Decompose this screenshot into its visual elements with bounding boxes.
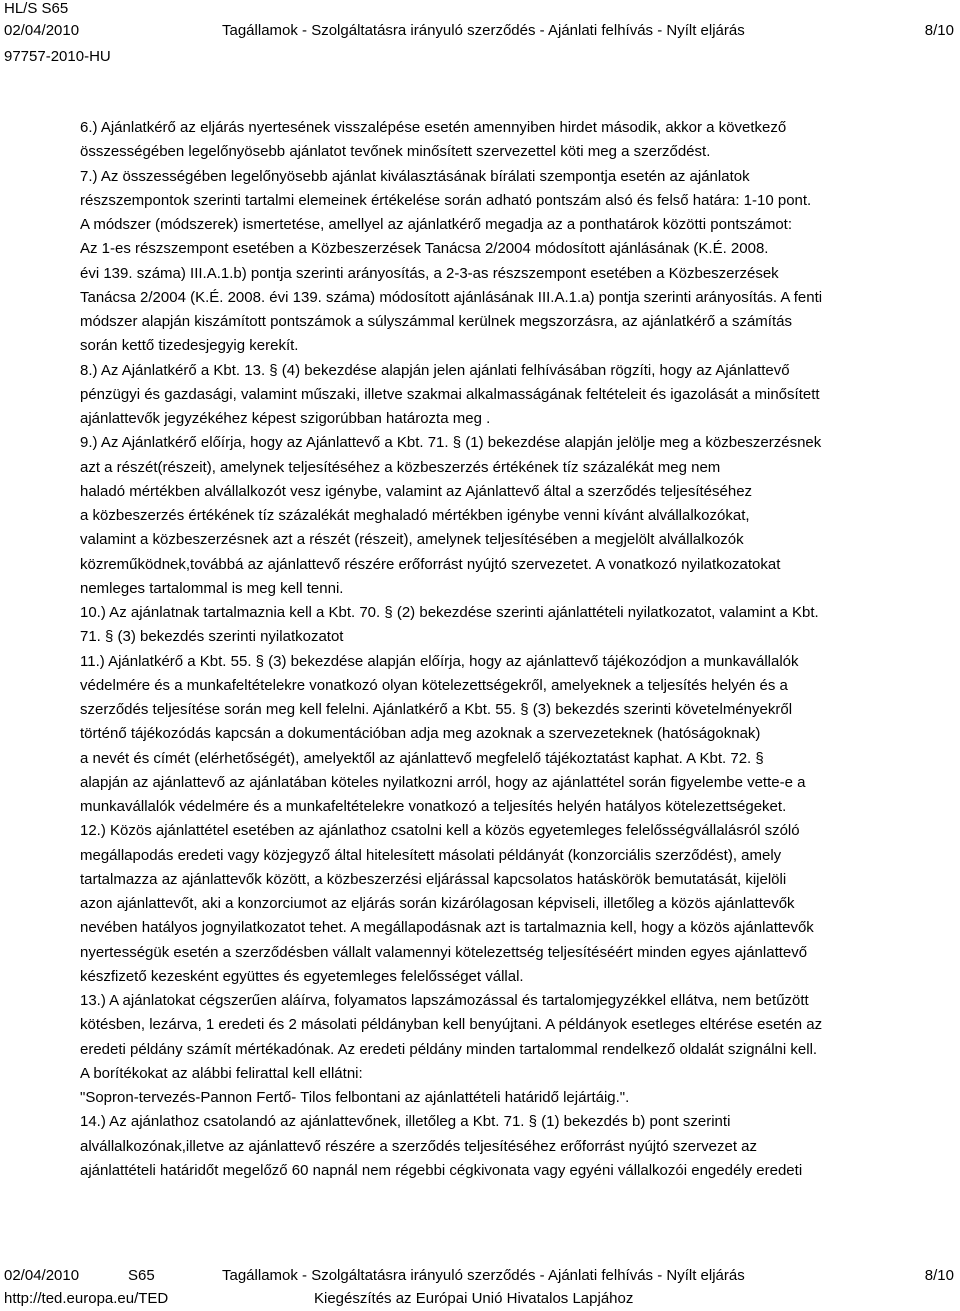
body-line: 9.) Az Ajánlatkérő előírja, hogy az Ajánlattevő a Kbt. 71. § (1) bekezdése alapján jelölje meg a közbeszerzésnek (80, 434, 822, 452)
body-line: 10.) Az ajánlatnak tartalmaznia kell a Kbt. 70. § (2) bekezdése szerinti ajánlattételi nyilatkozatot, valamint a Kbt. (80, 604, 819, 621)
page-header (0, 0, 960, 70)
body-line: módszer alapján kiszámított pontszámok a súlyszámmal kerülnek megszorzásra, az ajánlatkérő a számítás (80, 313, 792, 330)
body-line: 14.) Az ajánlathoz csatolandó az ajánlattevőnek, illetőleg a Kbt. 71. § (1) bekezdés b) pont szerinti (80, 1113, 731, 1131)
footer-page-number: 8/10 (924, 1267, 954, 1284)
body-line: történő tájékozódás kapcsán a dokumentációban adja meg azoknak a szervezeteknek (hatóságoknak) (80, 725, 761, 743)
body-line: 12.) Közös ajánlattétel esetében az ajánlathoz csatolni kell a közös egyetemleges felelősségvállalásról szóló (80, 822, 800, 840)
body-line: során kettő tizedesjegyig kerekít. (80, 337, 299, 355)
body-line: "Sopron-tervezés-Pannon Fertő- Tilos felbontani az ajánlattételi határidő lejártáig.". (80, 1089, 630, 1106)
body-line: 8.) Az Ajánlatkérő a Kbt. 13. § (4) bekezdése alapján jelen ajánlati felhívásában rögzíti, hogy az Ajánlattevő (80, 361, 790, 379)
body-line: megállapodás eredeti vagy közjegyző által hitelesített másolati példányát (konzorciális szerződést), amely (80, 846, 782, 864)
body-line: a nevét és címét (elérhetőségét), amelyektől az ajánlattevő megfelelő tájékoztatást kaphat. A Kbt. 72. § (80, 749, 764, 767)
header-section: HL/S S65 (4, 0, 69, 17)
body-line: a közbeszerzés értékének tíz százalékát meghaladó mértékben igénybe venni kívánt alvállalkozókat, (80, 507, 750, 524)
header-page-number: 8/10 (924, 22, 954, 39)
body-line: pénzügyi és gazdasági, valamint műszaki, illetve szakmai alkalmasságának feltételeit és igazolását a minősített (80, 385, 820, 403)
body-line: haladó mértékben alvállalkozót vesz igénybe, valamint az Ajánlattevő által a szerződés teljesítéséhez (80, 482, 753, 500)
header-date: 02/04/2010 (4, 22, 80, 39)
body-line: 7.) Az összességében legelőnyösebb ajánlat kiválasztásának bírálati szempontja esetén az ajánlatok (80, 167, 750, 185)
body-line: részszempontok szerinti tartalmi elemeinek értékelése során adható pontszám alsó és felső határa: 1-10 pont. (80, 191, 812, 209)
body-line: A módszer (módszerek) ismertetése, amellyel az ajánlatkérő megadja az a ponthatárok közötti pontszámot: (80, 216, 793, 233)
footer-section: S65 (128, 1267, 155, 1284)
body-line: alvállalkozónak,illetve az ajánlattevő részére a szerződés teljesítéséhez erőforrást nyújtó szervezet az (80, 1137, 758, 1155)
body-line: ajánlattevők jegyzékéhez képest szigorúbban határozta meg . (80, 410, 491, 427)
page-footer (0, 1262, 960, 1311)
body-line: 6.) Ajánlatkérő az eljárás nyertesének visszalépése esetén amennyiben hirdet második, akkor a következő (80, 119, 787, 136)
header-title: Tagállamok - Szolgáltatásra irányuló szerződés - Ajánlati felhívás - Nyílt eljárás (222, 22, 745, 39)
header-notice-id: 97757-2010-HU (4, 48, 111, 65)
body-line: alapján az ajánlattevő az ajánlatában köteles nyilatkozni arról, hogy az ajánlattétel során figyelembe vette-e a (80, 773, 806, 791)
body-line: azon ajánlattevőt, aki a konzorciumot az eljárás során kizárólagosan képviseli, illetőleg a közös ajánlattevők (80, 895, 795, 912)
body-line: összességében legelőnyösebb ajánlatot tevőnek minősített szervezettel köti meg a szerződést. (80, 143, 711, 161)
body-line: 13.) A ajánlatokat cégszerűen aláírva, folyamatos lapszámozással és tartalomjegyzékkel ellátva, nem betűzött (80, 992, 809, 1009)
body-line: Az 1-es részszempont esetében a Közbeszerzések Tanácsa 2/2004 módosított ajánlásának (K.É. 2008. (80, 240, 769, 258)
body-line: Tanácsa 2/2004 (K.É. 2008. évi 139. száma) módosított ajánlásának III.A.1.a) pontja szerinti arányosítás. A fenti (80, 288, 823, 306)
footer-title: Tagállamok - Szolgáltatásra irányuló szerződés - Ajánlati felhívás - Nyílt eljárás (222, 1267, 745, 1284)
body-line: tartalmazza az ajánlattevők között, a közbeszerzési eljárással kapcsolatos hatáskörök bemutatását, kijelöli (80, 870, 787, 888)
body-line: 11.) Ajánlatkérő a Kbt. 55. § (3) bekezdése alapján előírja, hogy az ajánlattevő tájékozódjon a munkavállalók (80, 652, 799, 670)
body-line: azt a részét(részeit), amelynek teljesítéséhez a közbeszerzés értékének tíz százalékát meg nem (80, 458, 721, 476)
body-line: nevében hatályos jognyilatkozatot tehet. A megállapodásnak azt is tartalmaznia kell, hogy a közös ajánlattevők (80, 919, 814, 937)
document-body (80, 116, 960, 1183)
body-line: munkavállalók védelmére és a munkafeltételekre vonatkozó a teljesítés helyén hatályos kötelezettségeket. (80, 798, 787, 815)
footer-url-link[interactable]: http://ted.europa.eu/TED (4, 1290, 169, 1307)
body-line: készfizető kezesként együttes és egyetemleges felelősséget vállal. (80, 967, 524, 985)
body-line: nyertességük esetén a szerződésben vállalt valamennyi kötelezettség teljesítéséért minden egyes ajánlattevő (80, 943, 808, 961)
footer-date: 02/04/2010 (4, 1267, 80, 1284)
footer-supplement: Kiegészítés az Európai Unió Hivatalos Lapjához (314, 1290, 634, 1307)
body-line: 71. § (3) bekezdés szerinti nyilatkozatot (80, 628, 344, 646)
body-line: kötésben, lezárva, 1 eredeti és 2 másolati példányban kell benyújtani. A példányok esetleges eltérése esetén az (80, 1016, 823, 1034)
body-line: szerződés teljesítése során meg kell felelni. Ajánlatkérő a Kbt. 55. § (3) bekezdés szerinti követelményekről (80, 701, 793, 718)
body-line: ajánlattételi határidőt megelőző 60 napnál nem régebbi cégkivonata vagy egyéni vállalkozói engedély eredeti (80, 1161, 803, 1179)
body-line: A borítékokat az alábbi felirattal kell ellátni: (80, 1064, 363, 1082)
body-line: valamint a közbeszerzésnek azt a részét (részeit), amelynek teljesítésében a megjelölt alvállalkozók (80, 531, 744, 549)
body-line: nemleges tartalommal is meg kell tenni. (80, 579, 344, 597)
body-line: védelmére és a munkafeltételekre vonatkozó olyan kötelezettségekről, amelyeknek a teljesítés helyén és a (80, 676, 788, 694)
body-line: közreműködnek,továbbá az ajánlattevő részére erőforrást nyújtó szervezetet. A vonatkozó nyilatkozatokat (80, 555, 781, 573)
body-line: évi 139. száma) III.A.1.b) pontja szerinti arányosítás, a 2-3-as részszempont esetében a Közbeszerzések (80, 264, 779, 282)
body-line: eredeti példány számít mértékadónak. Az eredeti példány minden tartalommal rendelkező oldalát szignálni kell. (80, 1040, 818, 1058)
